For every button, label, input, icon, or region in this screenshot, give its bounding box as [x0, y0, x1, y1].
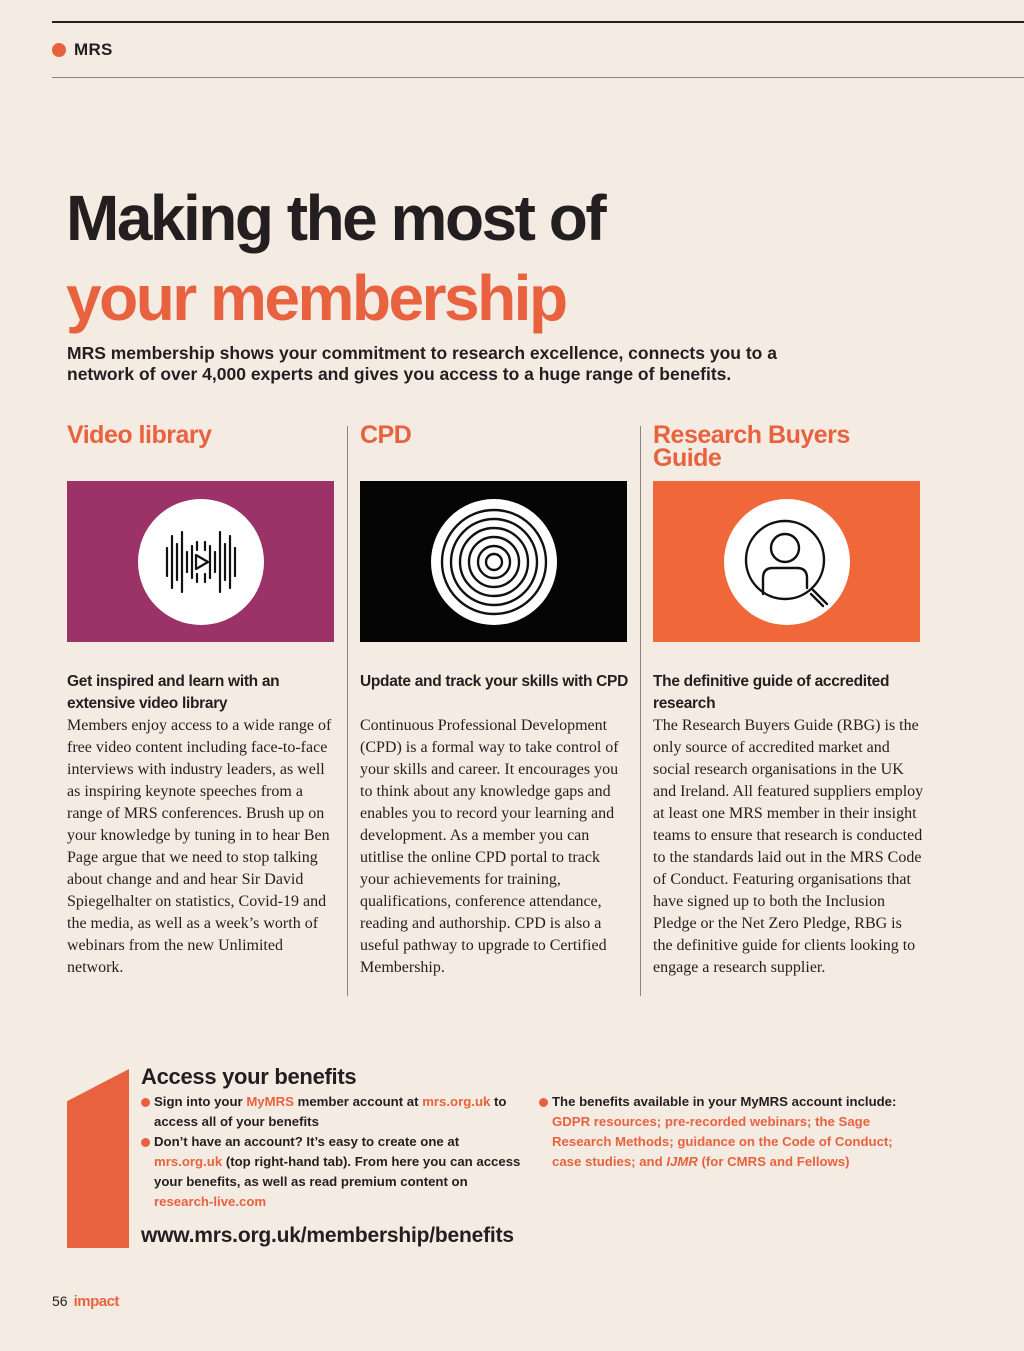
mrs-site-link[interactable]: mrs.org.uk — [422, 1094, 491, 1109]
benefits-title: Access your benefits — [141, 1064, 357, 1089]
top-rule — [52, 21, 1024, 23]
benefits-url-link[interactable]: www.mrs.org.uk/membership/benefits — [141, 1224, 514, 1247]
icon-circle — [138, 499, 264, 625]
page-title-line1: Making the most of — [66, 182, 605, 254]
concentric-target-icon — [436, 504, 552, 620]
page-footer — [52, 1293, 119, 1310]
column-divider — [640, 426, 641, 996]
icon-circle — [431, 499, 557, 625]
column-heading-text: Video library — [67, 421, 212, 449]
column-body: The Research Buyers Guide (RBG) is the only source of accredited market and social research organisations in the UK and Ireland. All featured suppliers employ at least one MRS member in their insight teams to ensure that research is conducted to the standards laid out in the MRS Code of Conduct. Featuring organisations that have signed up to both the Inclusion Pledge or the Net Zero Pledge, RBG is the definitive guide for clients looking to engage a research supplier. — [653, 717, 924, 976]
section-rule — [52, 77, 1024, 78]
intro-text: MRS membership shows your commitment to research excellence, connects you to a network of over 4,000 experts and gives you access to a huge range of benefits. — [67, 343, 777, 384]
column-video-library — [67, 421, 337, 976]
column-body: Continuous Professional Development (CPD) is a formal way to take control of your skills and career. It encourages you to think about any knowledge gaps and enables you to record your learning and development. As a member you can utitlise the online CPD portal to track your achievements for training, qualifications, conference attendance, reading and authorship. CPD is also a useful pathway to upgrade to Certified Membership. — [360, 717, 619, 976]
person-search-icon — [729, 504, 845, 620]
benefits-highlight-text: GDPR resources; pre-recorded webinars; the Sage Research Methods; guidance on the Code of Conduct; case studies; and — [552, 1114, 893, 1169]
brand-logo: impact — [73, 1293, 119, 1310]
column-heading-text: Research Buyers Guide — [653, 421, 850, 472]
column-heading — [653, 421, 923, 480]
benefits-accent-bar — [67, 1069, 129, 1248]
column-subheading: Get inspired and learn with an extensive video library — [67, 673, 280, 712]
column-subheading: The definitive guide of accredited research — [653, 673, 890, 712]
column-body: Members enjoy access to a wide range of free video content including face-to-face interviews with industry leaders, as well as inspiring keynote speeches from a range of MRS conferences. Brush up on your knowledge by tuning in to hear Ben Page argue that we need to stop talking about change and and hear Sir David Spiegelhalter on statistics, Covid-19 and the media, as well as a week’s worth of webinars from the new Unlimited network. — [67, 717, 332, 976]
column-heading — [67, 421, 337, 480]
section-tag — [52, 40, 113, 60]
section-label: MRS — [74, 40, 113, 59]
list-item — [141, 1132, 521, 1212]
item-text: (top right-hand tab). From here you can access your benefits, as well as read premium content on — [154, 1154, 521, 1189]
column-cpd — [360, 421, 630, 976]
list-item — [539, 1092, 919, 1172]
item-text: member account at — [293, 1094, 423, 1109]
column-divider — [347, 426, 348, 996]
icon-circle — [724, 499, 850, 625]
column-subheading: Update and track your skills with CPD — [360, 673, 628, 690]
benefits-list-right — [539, 1092, 919, 1172]
research-live-link[interactable]: research-live.com — [154, 1194, 267, 1209]
item-text: The benefits available in your MyMRS account include: — [552, 1094, 897, 1109]
item-text: to access all of your benefits — [154, 1094, 507, 1129]
section-dot-icon — [52, 43, 66, 57]
list-item — [141, 1092, 521, 1132]
column-heading-text: CPD — [360, 421, 412, 449]
page-title-line2: your membership — [66, 262, 566, 334]
item-text: Sign into your — [154, 1094, 247, 1109]
column-research-buyers-guide — [653, 421, 924, 976]
column-heading — [360, 421, 630, 480]
video-library-tile — [67, 481, 334, 642]
mrs-site-link[interactable]: mrs.org.uk — [154, 1154, 223, 1169]
item-text: Don’t have an account? It’s easy to create one at — [154, 1134, 460, 1149]
benefits-highlight-text: (for CMRS and Fellows) — [697, 1154, 850, 1169]
ijmr-label: IJMR — [666, 1154, 698, 1169]
video-play-icon — [161, 522, 241, 602]
mymrs-link[interactable]: MyMRS — [246, 1094, 294, 1109]
page-number: 56 — [52, 1293, 68, 1309]
page-title — [66, 178, 604, 338]
research-buyers-guide-tile — [653, 481, 920, 642]
benefits-list-left — [141, 1092, 521, 1212]
cpd-tile — [360, 481, 627, 642]
